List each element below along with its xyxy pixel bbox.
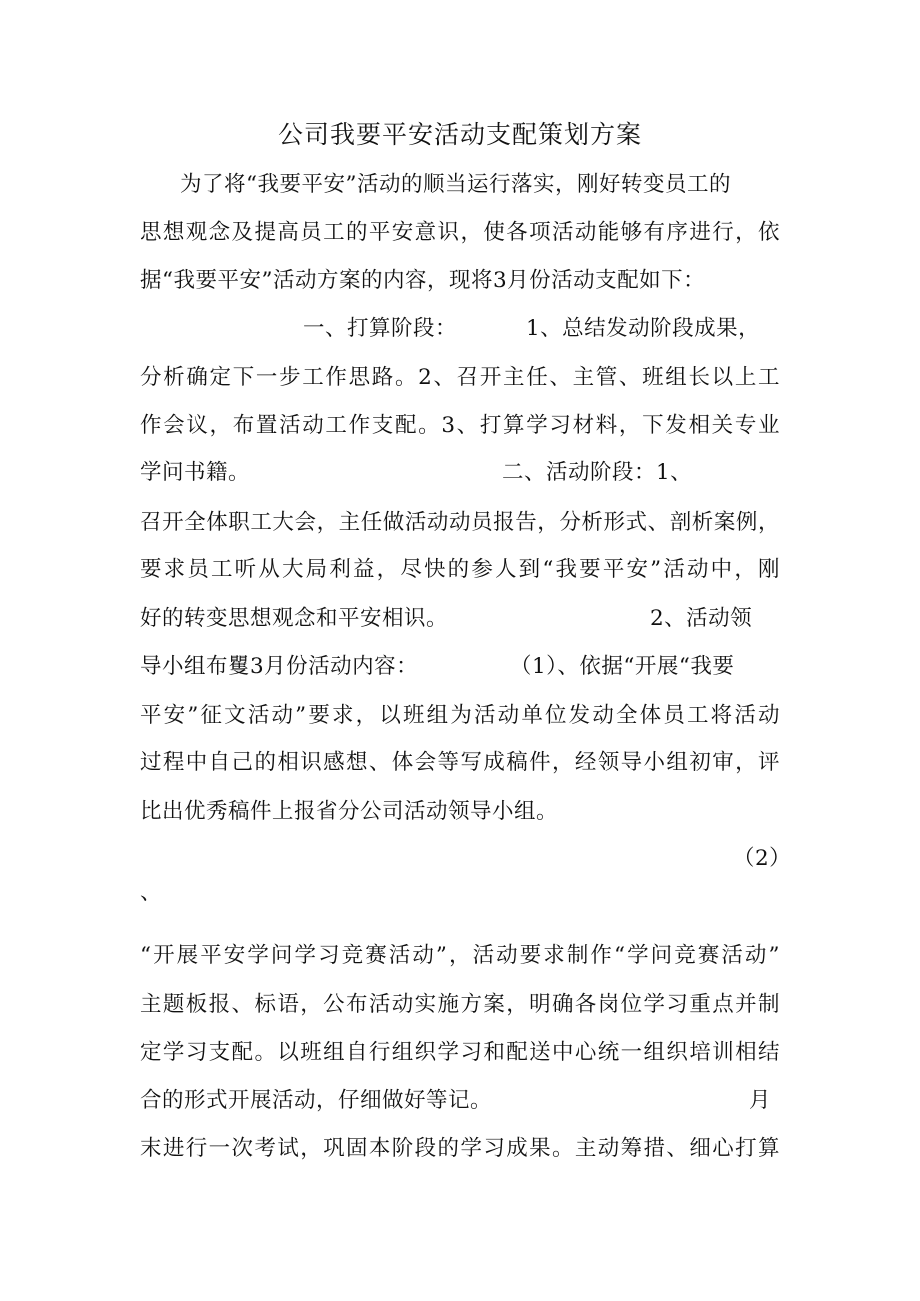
document-title: 公司我要平安活动支配策划方案: [277, 120, 642, 149]
paragraph-line: 要求员工听从大局利益，尽快的参人到“我要平安”活动中，刚: [140, 557, 780, 582]
paragraph-line: 作会议，布置活动工作支配。3、打算学习材料，下发相关专业: [140, 413, 780, 438]
paragraph-line: “开展平安学问学习竞赛活动”，活动要求制作“学问竞赛活动”: [140, 943, 780, 968]
paragraph-line: 主题板报、标语，公布活动实施方案，明确各岗位学习重点并制: [140, 992, 780, 1017]
paragraph-line: 分析确定下一步工作思路。2、召开主任、主管、班组长以上工: [140, 365, 780, 390]
paragraph-line: 末进行一次考试，巩固本阶段的学习成果。主动筹措、细心打算: [140, 1136, 780, 1161]
paragraph-line: （1）、依据“开展“我要: [510, 654, 735, 679]
paragraph-line: 合的形式开展活动，仔细做好等记。: [140, 1088, 493, 1113]
paragraph-line: 月: [749, 1088, 772, 1113]
paragraph-line: 导小组布矍3月份活动内容：: [140, 654, 419, 679]
paragraph-line: 平安”征文活动”要求，以班组为活动单位发动全体员工将活动: [140, 703, 780, 728]
paragraph-line: 比出优秀稿件上报省分公司活动领导小组。: [140, 799, 559, 824]
section-heading: 二、活动阶段：1、: [502, 460, 693, 485]
paragraph-line: 过程中自己的相识感想、体会等写成稿件，经领导小组初审，评: [140, 750, 780, 775]
section-heading: 一、打算阶段：: [303, 316, 458, 341]
paragraph-line: 据“我要平安”活动方案的内容，现将3月份活动支配如下：: [140, 268, 706, 293]
paragraph-line: 2、活动领: [650, 606, 753, 631]
paragraph-line: 、: [140, 880, 163, 905]
paragraph-line: 召开全体职工大会，主任做活动动员报告，分析形式、剖析案例，: [140, 510, 780, 535]
paragraph-line: 为了将“我要平安”活动的顺当运行落实，刚好转变员工的: [180, 172, 731, 197]
paragraph-line: 1、总结发动阶段成果，: [526, 316, 761, 341]
paragraph-line: 学问书籍。: [140, 460, 251, 485]
paragraph-line: 好的转变思想观念和平安相识。: [140, 606, 449, 631]
paragraph-line: （2）: [733, 846, 792, 871]
paragraph-line: 定学习支配。以班组自行组织学习和配送中心统一组织培训相结: [140, 1040, 780, 1065]
paragraph-line: 思想观念及提高员工的平安意识，使各项活动能够有序进行，依: [140, 220, 780, 245]
